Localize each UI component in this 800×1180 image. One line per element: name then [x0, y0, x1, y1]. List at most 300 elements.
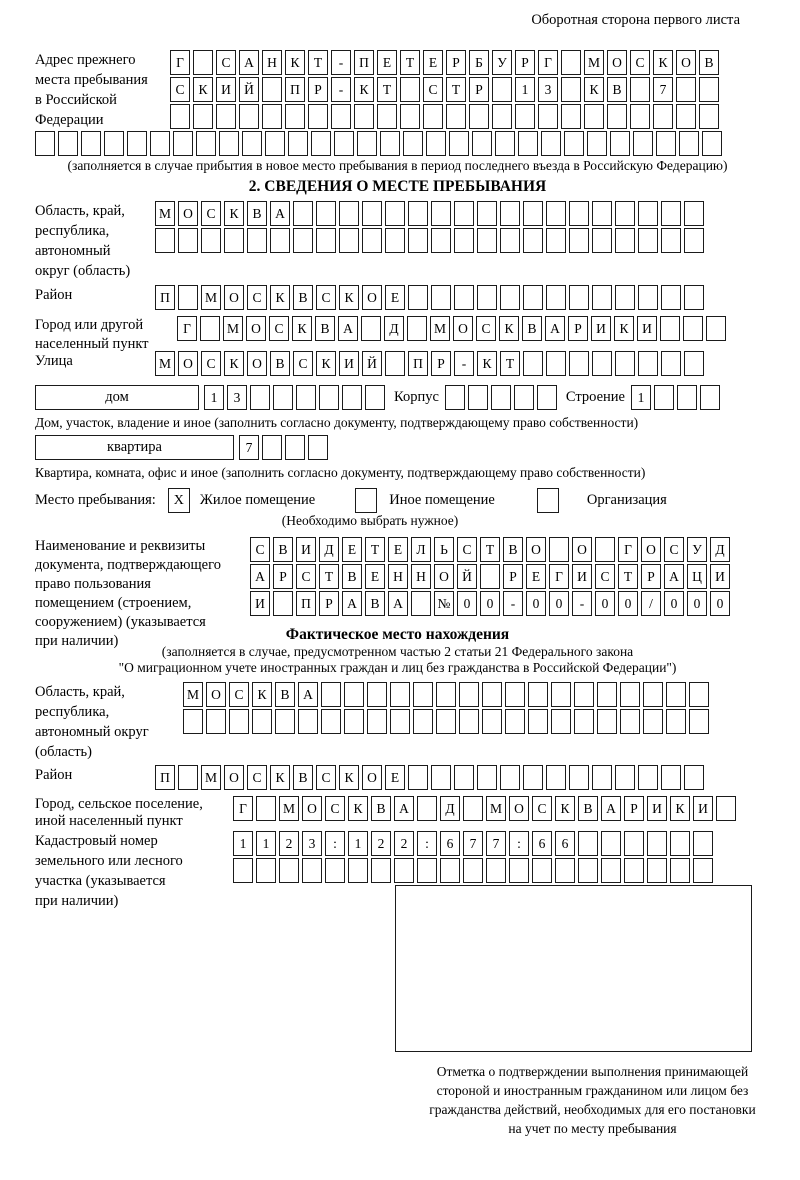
char-cell[interactable]: С	[216, 50, 236, 75]
char-cell[interactable]: Ц	[687, 564, 707, 589]
char-cell[interactable]	[423, 104, 443, 129]
char-cell[interactable]	[178, 765, 198, 790]
char-cell[interactable]	[555, 858, 575, 883]
char-cell[interactable]: Т	[500, 351, 520, 376]
char-cell[interactable]	[155, 228, 175, 253]
char-cell[interactable]: Е	[385, 765, 405, 790]
char-cell[interactable]: М	[223, 316, 243, 341]
char-cell[interactable]	[321, 682, 341, 707]
char-cell[interactable]: А	[250, 564, 270, 589]
char-cell[interactable]	[716, 796, 736, 821]
char-cell[interactable]	[587, 131, 607, 156]
char-cell[interactable]	[371, 858, 391, 883]
char-cell[interactable]	[400, 77, 420, 102]
char-cell[interactable]	[592, 765, 612, 790]
char-cell[interactable]: Е	[385, 285, 405, 310]
char-cell[interactable]: К	[477, 351, 497, 376]
char-cell[interactable]	[252, 709, 272, 734]
char-cell[interactable]	[339, 228, 359, 253]
char-cell[interactable]: О	[246, 316, 266, 341]
char-cell[interactable]: 3	[302, 831, 322, 856]
char-cell[interactable]: С	[247, 765, 267, 790]
char-cell[interactable]	[549, 537, 569, 562]
char-cell[interactable]	[339, 201, 359, 226]
char-cell[interactable]: 7	[239, 435, 259, 460]
char-cell[interactable]	[454, 765, 474, 790]
char-cell[interactable]	[592, 228, 612, 253]
char-cell[interactable]	[440, 858, 460, 883]
char-cell[interactable]	[262, 77, 282, 102]
char-cell[interactable]: С	[201, 201, 221, 226]
char-cell[interactable]	[615, 201, 635, 226]
char-cell[interactable]	[250, 385, 270, 410]
char-cell[interactable]: 0	[595, 591, 615, 616]
char-cell[interactable]: Р	[515, 50, 535, 75]
char-cell[interactable]	[615, 285, 635, 310]
char-cell[interactable]	[689, 682, 709, 707]
char-cell[interactable]: С	[325, 796, 345, 821]
char-cell[interactable]: -	[572, 591, 592, 616]
char-cell[interactable]	[436, 709, 456, 734]
char-cell[interactable]	[477, 285, 497, 310]
char-cell[interactable]	[620, 682, 640, 707]
char-cell[interactable]	[454, 285, 474, 310]
char-cell[interactable]: С	[457, 537, 477, 562]
char-cell[interactable]: К	[316, 351, 336, 376]
char-cell[interactable]	[546, 285, 566, 310]
char-cell[interactable]	[325, 858, 345, 883]
char-cell[interactable]: Е	[526, 564, 546, 589]
char-cell[interactable]: О	[224, 285, 244, 310]
char-cell[interactable]: О	[526, 537, 546, 562]
char-cell[interactable]	[127, 131, 147, 156]
char-cell[interactable]: С	[316, 765, 336, 790]
char-cell[interactable]	[426, 131, 446, 156]
char-cell[interactable]	[569, 201, 589, 226]
char-cell[interactable]	[592, 201, 612, 226]
char-cell[interactable]	[676, 77, 696, 102]
char-cell[interactable]	[638, 228, 658, 253]
char-cell[interactable]	[660, 316, 680, 341]
char-cell[interactable]: У	[687, 537, 707, 562]
char-cell[interactable]: Т	[618, 564, 638, 589]
char-cell[interactable]: 1	[256, 831, 276, 856]
char-cell[interactable]: И	[296, 537, 316, 562]
char-cell[interactable]	[638, 201, 658, 226]
char-cell[interactable]: К	[348, 796, 368, 821]
char-cell[interactable]	[367, 682, 387, 707]
char-cell[interactable]: К	[193, 77, 213, 102]
char-cell[interactable]: Р	[319, 591, 339, 616]
char-cell[interactable]: М	[155, 201, 175, 226]
char-cell[interactable]	[578, 831, 598, 856]
char-cell[interactable]	[492, 77, 512, 102]
char-cell[interactable]	[390, 682, 410, 707]
char-cell[interactable]: К	[339, 765, 359, 790]
char-cell[interactable]: Й	[362, 351, 382, 376]
char-cell[interactable]	[677, 385, 697, 410]
char-cell[interactable]	[683, 316, 703, 341]
char-cell[interactable]	[365, 385, 385, 410]
char-cell[interactable]: 1	[515, 77, 535, 102]
char-cell[interactable]	[285, 435, 305, 460]
char-cell[interactable]: 3	[227, 385, 247, 410]
char-cell[interactable]: В	[578, 796, 598, 821]
char-cell[interactable]: Й	[239, 77, 259, 102]
char-cell[interactable]	[233, 858, 253, 883]
char-cell[interactable]	[592, 285, 612, 310]
char-cell[interactable]	[311, 131, 331, 156]
char-cell[interactable]	[482, 709, 502, 734]
char-cell[interactable]: С	[423, 77, 443, 102]
char-cell[interactable]	[201, 228, 221, 253]
char-cell[interactable]: К	[339, 285, 359, 310]
char-cell[interactable]: 0	[549, 591, 569, 616]
char-cell[interactable]	[449, 131, 469, 156]
char-cell[interactable]	[607, 104, 627, 129]
char-cell[interactable]	[684, 351, 704, 376]
char-cell[interactable]	[354, 104, 374, 129]
char-cell[interactable]	[367, 709, 387, 734]
char-cell[interactable]: В	[365, 591, 385, 616]
char-cell[interactable]	[413, 682, 433, 707]
char-cell[interactable]: В	[293, 765, 313, 790]
char-cell[interactable]	[492, 104, 512, 129]
char-cell[interactable]: Д	[319, 537, 339, 562]
char-cell[interactable]: 2	[394, 831, 414, 856]
char-cell[interactable]	[661, 765, 681, 790]
char-cell[interactable]	[676, 104, 696, 129]
char-cell[interactable]	[170, 104, 190, 129]
char-cell[interactable]: 0	[710, 591, 730, 616]
char-cell[interactable]: 3	[538, 77, 558, 102]
char-cell[interactable]: А	[601, 796, 621, 821]
char-cell[interactable]: О	[178, 201, 198, 226]
char-cell[interactable]	[523, 228, 543, 253]
char-cell[interactable]	[178, 228, 198, 253]
char-cell[interactable]	[477, 201, 497, 226]
char-cell[interactable]: Р	[503, 564, 523, 589]
char-cell[interactable]: М	[201, 285, 221, 310]
char-cell[interactable]: Р	[446, 50, 466, 75]
char-cell[interactable]: Г	[618, 537, 638, 562]
char-cell[interactable]: К	[584, 77, 604, 102]
char-cell[interactable]	[224, 228, 244, 253]
char-cell[interactable]	[58, 131, 78, 156]
char-cell[interactable]: О	[302, 796, 322, 821]
char-cell[interactable]	[408, 201, 428, 226]
char-cell[interactable]: О	[676, 50, 696, 75]
char-cell[interactable]: В	[293, 285, 313, 310]
char-cell[interactable]: Т	[400, 50, 420, 75]
char-cell[interactable]	[35, 131, 55, 156]
char-cell[interactable]: К	[285, 50, 305, 75]
char-cell[interactable]: С	[476, 316, 496, 341]
char-cell[interactable]	[357, 131, 377, 156]
char-cell[interactable]	[569, 765, 589, 790]
char-cell[interactable]: Т	[446, 77, 466, 102]
char-cell[interactable]	[385, 201, 405, 226]
char-cell[interactable]: В	[247, 201, 267, 226]
char-cell[interactable]: И	[647, 796, 667, 821]
char-cell[interactable]	[689, 709, 709, 734]
char-cell[interactable]: 0	[618, 591, 638, 616]
char-cell[interactable]: М	[183, 682, 203, 707]
char-cell[interactable]: О	[206, 682, 226, 707]
char-cell[interactable]	[661, 201, 681, 226]
char-cell[interactable]	[417, 858, 437, 883]
char-cell[interactable]	[247, 228, 267, 253]
char-cell[interactable]	[431, 285, 451, 310]
char-cell[interactable]	[229, 709, 249, 734]
char-cell[interactable]	[377, 104, 397, 129]
char-cell[interactable]: Г	[170, 50, 190, 75]
char-cell[interactable]	[584, 104, 604, 129]
char-cell[interactable]	[81, 131, 101, 156]
char-cell[interactable]	[505, 709, 525, 734]
char-cell[interactable]	[342, 385, 362, 410]
char-cell[interactable]	[408, 285, 428, 310]
char-cell[interactable]: О	[247, 351, 267, 376]
char-cell[interactable]	[670, 858, 690, 883]
char-cell[interactable]: Р	[641, 564, 661, 589]
char-cell[interactable]	[256, 796, 276, 821]
char-cell[interactable]	[293, 201, 313, 226]
char-cell[interactable]	[459, 682, 479, 707]
char-cell[interactable]: Й	[457, 564, 477, 589]
char-cell[interactable]: :	[325, 831, 345, 856]
char-cell[interactable]: /	[641, 591, 661, 616]
char-cell[interactable]: О	[178, 351, 198, 376]
char-cell[interactable]: Е	[377, 50, 397, 75]
char-cell[interactable]	[551, 682, 571, 707]
residential-checkbox[interactable]: X	[168, 488, 190, 513]
char-cell[interactable]: П	[285, 77, 305, 102]
char-cell[interactable]	[515, 104, 535, 129]
char-cell[interactable]	[541, 131, 561, 156]
char-cell[interactable]: Г	[177, 316, 197, 341]
char-cell[interactable]	[446, 104, 466, 129]
char-cell[interactable]	[385, 228, 405, 253]
char-cell[interactable]	[666, 709, 686, 734]
char-cell[interactable]	[463, 796, 483, 821]
char-cell[interactable]	[653, 104, 673, 129]
char-cell[interactable]	[183, 709, 203, 734]
char-cell[interactable]	[514, 385, 534, 410]
char-cell[interactable]	[196, 131, 216, 156]
char-cell[interactable]	[385, 351, 405, 376]
char-cell[interactable]: У	[492, 50, 512, 75]
char-cell[interactable]: 6	[440, 831, 460, 856]
char-cell[interactable]: Р	[568, 316, 588, 341]
char-cell[interactable]	[500, 765, 520, 790]
char-cell[interactable]: В	[503, 537, 523, 562]
char-cell[interactable]	[564, 131, 584, 156]
char-cell[interactable]: 0	[664, 591, 684, 616]
char-cell[interactable]	[702, 131, 722, 156]
char-cell[interactable]	[518, 131, 538, 156]
char-cell[interactable]: С	[247, 285, 267, 310]
char-cell[interactable]: -	[331, 50, 351, 75]
char-cell[interactable]	[647, 831, 667, 856]
char-cell[interactable]: К	[224, 351, 244, 376]
char-cell[interactable]	[656, 131, 676, 156]
char-cell[interactable]	[273, 385, 293, 410]
char-cell[interactable]: П	[408, 351, 428, 376]
char-cell[interactable]: И	[693, 796, 713, 821]
char-cell[interactable]: Д	[710, 537, 730, 562]
char-cell[interactable]	[500, 201, 520, 226]
char-cell[interactable]: М	[486, 796, 506, 821]
char-cell[interactable]	[298, 709, 318, 734]
char-cell[interactable]	[569, 228, 589, 253]
char-cell[interactable]: И	[591, 316, 611, 341]
char-cell[interactable]	[528, 709, 548, 734]
char-cell[interactable]	[178, 285, 198, 310]
char-cell[interactable]: П	[296, 591, 316, 616]
char-cell[interactable]: М	[584, 50, 604, 75]
char-cell[interactable]	[273, 591, 293, 616]
char-cell[interactable]: И	[637, 316, 657, 341]
char-cell[interactable]	[173, 131, 193, 156]
char-cell[interactable]: А	[239, 50, 259, 75]
char-cell[interactable]: И	[710, 564, 730, 589]
char-cell[interactable]: В	[522, 316, 542, 341]
char-cell[interactable]: 2	[279, 831, 299, 856]
char-cell[interactable]: Д	[440, 796, 460, 821]
char-cell[interactable]: Б	[469, 50, 489, 75]
char-cell[interactable]: С	[316, 285, 336, 310]
char-cell[interactable]	[551, 709, 571, 734]
char-cell[interactable]	[431, 765, 451, 790]
char-cell[interactable]	[431, 201, 451, 226]
char-cell[interactable]	[523, 765, 543, 790]
char-cell[interactable]: Е	[388, 537, 408, 562]
char-cell[interactable]	[561, 104, 581, 129]
char-cell[interactable]	[316, 228, 336, 253]
char-cell[interactable]	[480, 564, 500, 589]
char-cell[interactable]	[684, 201, 704, 226]
house-type-box[interactable]: дом	[35, 385, 199, 410]
char-cell[interactable]: А	[270, 201, 290, 226]
char-cell[interactable]	[630, 77, 650, 102]
char-cell[interactable]: Т	[319, 564, 339, 589]
char-cell[interactable]: К	[224, 201, 244, 226]
char-cell[interactable]	[684, 285, 704, 310]
char-cell[interactable]: С	[229, 682, 249, 707]
char-cell[interactable]: О	[434, 564, 454, 589]
char-cell[interactable]: С	[296, 564, 316, 589]
char-cell[interactable]	[538, 104, 558, 129]
char-cell[interactable]: О	[453, 316, 473, 341]
char-cell[interactable]: С	[201, 351, 221, 376]
char-cell[interactable]	[630, 104, 650, 129]
char-cell[interactable]	[308, 104, 328, 129]
char-cell[interactable]: С	[269, 316, 289, 341]
char-cell[interactable]: К	[354, 77, 374, 102]
char-cell[interactable]	[693, 831, 713, 856]
char-cell[interactable]	[679, 131, 699, 156]
char-cell[interactable]: 2	[371, 831, 391, 856]
char-cell[interactable]	[699, 77, 719, 102]
char-cell[interactable]	[638, 765, 658, 790]
char-cell[interactable]: :	[509, 831, 529, 856]
char-cell[interactable]	[661, 351, 681, 376]
char-cell[interactable]: К	[252, 682, 272, 707]
char-cell[interactable]	[500, 285, 520, 310]
char-cell[interactable]	[431, 228, 451, 253]
char-cell[interactable]: 1	[348, 831, 368, 856]
char-cell[interactable]	[265, 131, 285, 156]
char-cell[interactable]	[403, 131, 423, 156]
char-cell[interactable]	[546, 765, 566, 790]
char-cell[interactable]	[362, 228, 382, 253]
char-cell[interactable]	[574, 709, 594, 734]
char-cell[interactable]: С	[664, 537, 684, 562]
char-cell[interactable]	[270, 228, 290, 253]
char-cell[interactable]: С	[250, 537, 270, 562]
char-cell[interactable]	[390, 709, 410, 734]
char-cell[interactable]	[693, 858, 713, 883]
char-cell[interactable]: О	[572, 537, 592, 562]
char-cell[interactable]	[394, 858, 414, 883]
char-cell[interactable]	[239, 104, 259, 129]
char-cell[interactable]	[206, 709, 226, 734]
char-cell[interactable]	[684, 765, 704, 790]
char-cell[interactable]	[684, 228, 704, 253]
char-cell[interactable]: 0	[687, 591, 707, 616]
char-cell[interactable]: А	[545, 316, 565, 341]
char-cell[interactable]	[523, 285, 543, 310]
char-cell[interactable]: К	[292, 316, 312, 341]
char-cell[interactable]: И	[572, 564, 592, 589]
char-cell[interactable]	[308, 435, 328, 460]
char-cell[interactable]	[436, 682, 456, 707]
char-cell[interactable]	[620, 709, 640, 734]
char-cell[interactable]: Н	[262, 50, 282, 75]
char-cell[interactable]: Т	[308, 50, 328, 75]
char-cell[interactable]: :	[417, 831, 437, 856]
char-cell[interactable]: С	[532, 796, 552, 821]
char-cell[interactable]	[523, 351, 543, 376]
char-cell[interactable]	[610, 131, 630, 156]
char-cell[interactable]	[505, 682, 525, 707]
char-cell[interactable]: С	[595, 564, 615, 589]
char-cell[interactable]	[459, 709, 479, 734]
char-cell[interactable]	[104, 131, 124, 156]
char-cell[interactable]	[624, 831, 644, 856]
char-cell[interactable]	[706, 316, 726, 341]
char-cell[interactable]	[348, 858, 368, 883]
char-cell[interactable]: 6	[555, 831, 575, 856]
char-cell[interactable]	[654, 385, 674, 410]
char-cell[interactable]	[380, 131, 400, 156]
char-cell[interactable]: О	[607, 50, 627, 75]
char-cell[interactable]	[454, 201, 474, 226]
char-cell[interactable]	[670, 831, 690, 856]
char-cell[interactable]	[321, 709, 341, 734]
char-cell[interactable]: Т	[480, 537, 500, 562]
char-cell[interactable]	[256, 858, 276, 883]
char-cell[interactable]: М	[201, 765, 221, 790]
char-cell[interactable]	[344, 682, 364, 707]
char-cell[interactable]: А	[394, 796, 414, 821]
char-cell[interactable]	[546, 351, 566, 376]
char-cell[interactable]: М	[155, 351, 175, 376]
char-cell[interactable]	[288, 131, 308, 156]
char-cell[interactable]	[661, 228, 681, 253]
char-cell[interactable]	[597, 709, 617, 734]
